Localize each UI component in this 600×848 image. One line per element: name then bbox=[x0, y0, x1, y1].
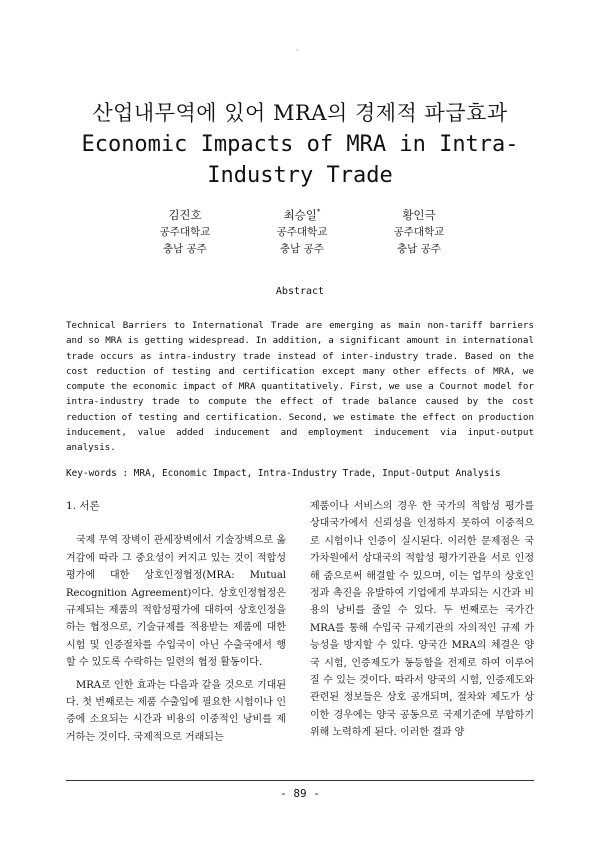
author-1 bbox=[120, 204, 250, 258]
body-paragraph: MRA로 인한 효과는 다음과 같을 것으로 기대된다. 첫 번째로는 제품 수출입에 필요한 시험이나 인증에 소요되는 시간과 비용의 이중적인 낭비를 제거하는 것이다. 국제적으로 거래되는 bbox=[66, 679, 286, 743]
author-name: 최승일 bbox=[283, 207, 317, 222]
author-location: 충남 공주 bbox=[397, 242, 441, 255]
left-column bbox=[66, 498, 286, 746]
abstract-body: Technical Barriers to International Trade are emerging as main non-tariff barriers and so MRA is getting widespread. In addition, a significant amount in international trade occurs as intra-industry trade instead of inter-industry trade. Based on the cost reduction of testing and certification except many other effects of MRA, we compute the economic impact of MRA quantitatively. First, we use a Cournot model for intra-industry trade to compute the effect of trade balance caused by the cost reduction of testing and certification. Second, we estimate the effect on production inducement, value added inducement and employment inducement via input-output analysis. bbox=[66, 320, 534, 454]
author-affiliation: 공주대학교 bbox=[393, 225, 445, 238]
author-2 bbox=[237, 204, 367, 258]
right-column bbox=[310, 498, 534, 742]
author-location: 충남 공주 bbox=[280, 242, 324, 255]
body-paragraph: 국제 무역 장벽이 관세장벽에서 기술장벽으로 옮겨감에 따라 그 중요성이 커지고 있는 것이 적합성 평가에 대한 상호인정협정(MRA: Mutual Recognition Agreement)이다. 상호인정협정은 규제되는 제품의 적합성평가에 대하여 상호인정을 하는 협정으로, 기술규제를 적용받는 제품에 대한 시험 및 인증절차를 수입국이 아닌 수출국에서 행할 수 있도록 수락하는 일련의 협정 활동이다. bbox=[66, 535, 286, 669]
abstract-heading: Abstract bbox=[275, 286, 325, 297]
author-location: 충남 공주 bbox=[163, 242, 207, 255]
author-affiliation: 공주대학교 bbox=[276, 225, 328, 238]
section-heading: 1. 서론 bbox=[66, 500, 100, 512]
corresponding-author-mark: * bbox=[316, 208, 321, 216]
title-korean: 산업내무역에 있어 MRA의 경제적 파급효과 bbox=[92, 101, 508, 125]
body-paragraph: 제품이나 서비스의 경우 한 국가의 적합성 평가를 상대국가에서 신뢰성을 인정하지 못하여 이중적으로 시험이나 인증이 실시된다. 이러한 문제점은 국가차원에서 상대국의 적합성 평가기관을 서로 인정해 줌으로써 해결할 수 있으며, 이는 업무의 상호인정과 촉진을 유발하여 기업에게 부과되는 시간과 비용의 낭비를 줄일 수 있다. 두 번째로는 국가간 MRA를 통해 수입국 규제기관의 자의적인 규제 가능성을 방지할 수 있다. 양국간 MRA의 체결은 양국 시험, 인증제도가 동등함을 전제로 하여 이루어질 수 있는 것이다. 따라서 양국의 시험, 인증제도와 관련된 정보들은 상호 공개되며, 절차와 제도가 상이한 경우에는 양국 공동으로 국제기준에 부합하기 위해 노력하게 된다. 이러한 결과 양 bbox=[310, 501, 534, 739]
keywords: Key-words : MRA, Economic Impact, Intra-Industry Trade, Input-Output Analysis bbox=[66, 468, 501, 479]
author-name: 황인극 bbox=[402, 207, 436, 222]
author-3 bbox=[354, 204, 484, 258]
page-number: - 89 - bbox=[280, 787, 320, 800]
author-name: 김진호 bbox=[168, 207, 202, 222]
top-mark: · bbox=[296, 46, 299, 55]
author-affiliation: 공주대학교 bbox=[159, 225, 211, 238]
footer-rule bbox=[66, 780, 534, 781]
title-english: Economic Impacts of MRA in Intra-Industry Trade bbox=[81, 132, 519, 188]
